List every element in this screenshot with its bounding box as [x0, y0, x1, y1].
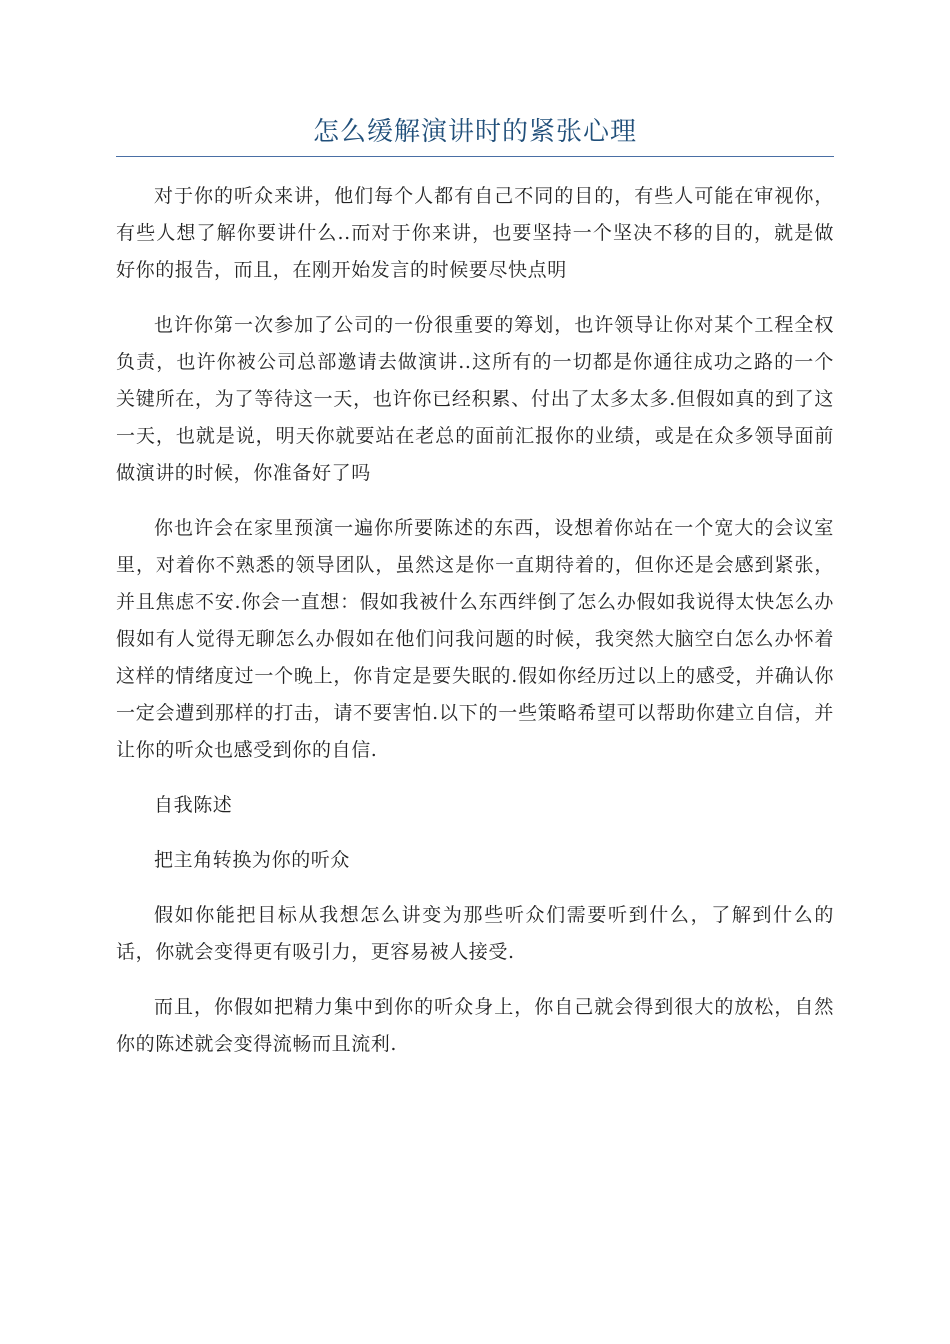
document-body [116, 178, 834, 1081]
paragraph-intro: 对于你的听众来讲，他们每个人都有自己不同的目的，有些人可能在审视你，有些人想了解你要讲什么..而对于你来讲，也要坚持一个坚决不移的目的，就是做好你的报告，而且，在刚开始发言的时候要尽快点明 [116, 185, 834, 281]
paragraph-audience-goal: 假如你能把目标从我想怎么讲变为那些听众们需要听到什么，了解到什么的话，你就会变得更有吸引力，更容易被人接受. [116, 904, 834, 963]
paragraph-relax: 而且，你假如把精力集中到你的听众身上，你自己就会得到很大的放松，自然你的陈述就会变得流畅而且流利. [116, 996, 834, 1055]
title-block [116, 112, 834, 157]
section-heading-self-presentation: 自我陈述 [154, 794, 233, 816]
document-title: 怎么缓解演讲时的紧张心理 [312, 117, 637, 147]
paragraph-rehearsal: 你也许会在家里预演一遍你所要陈述的东西，设想着你站在一个宽大的会议室里，对着你不熟悉的领导团队，虽然这是你一直期待着的，但你还是会感到紧张，并且焦虑不安.你会一直想：假如我被什么东西绊倒了怎么办假如我说得太快怎么办假如有人觉得无聊怎么办假如在他们问我问题的时候，我突然大脑空白怎么办怀着这样的情绪度过一个晚上，你肯定是要失眠的.假如你经历过以上的感受，并确认你一定会遭到那样的打击，请不要害怕.以下的一些策略希望可以帮助你建立自信，并让你的听众也感受到你的自信. [116, 517, 834, 761]
paragraph-first-time: 也许你第一次参加了公司的一份很重要的筹划，也许领导让你对某个工程全权负责，也许你被公司总部邀请去做演讲..这所有的一切都是你通往成功之路的一个关键所在，为了等待这一天，也许你已经积累、付出了太多太多.但假如真的到了这一天，也就是说，明天你就要站在老总的面前汇报你的业绩，或是在众多领导面前做演讲的时候，你准备好了吗 [116, 314, 834, 484]
subheading-audience-focus: 把主角转换为你的听众 [154, 849, 351, 871]
